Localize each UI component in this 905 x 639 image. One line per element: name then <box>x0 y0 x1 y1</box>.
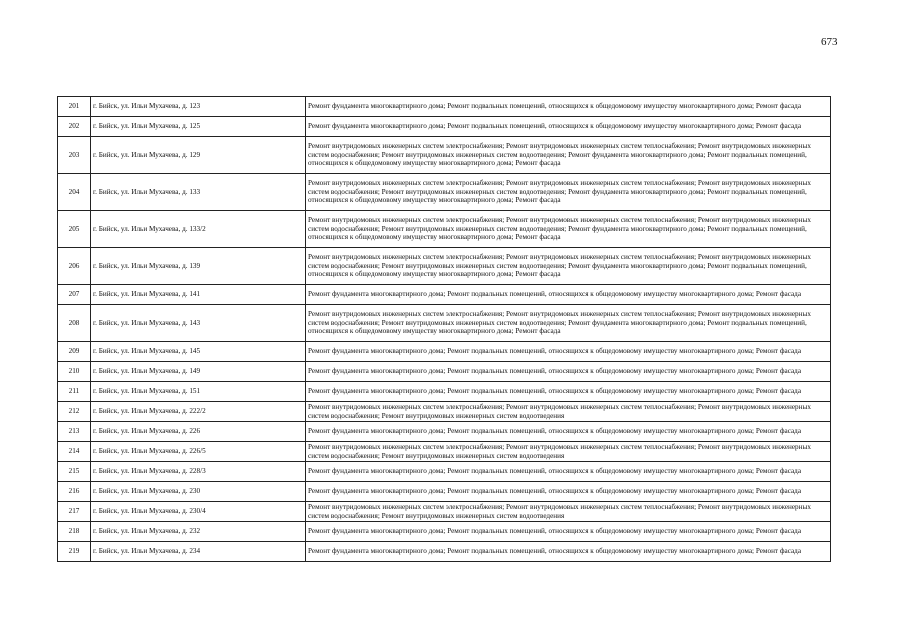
row-address: г. Бийск, ул. Ильи Мухачева, д. 234 <box>91 542 306 562</box>
table-row <box>58 482 831 502</box>
row-works: Ремонт фундамента многоквартирного дома; Ремонт подвальных помещений, относящихся к общедомовому имуществу многоквартирного дома; Ремонт фасада <box>306 382 831 402</box>
row-works: Ремонт внутридомовых инженерных систем электроснабжения; Ремонт внутридомовых инженерных систем теплоснабжения; Ремонт внутридомовых инженерных систем водоснабжения; Ремонт внутридомовых инженерных систем водоотведения <box>306 402 831 422</box>
row-address: г. Бийск, ул. Ильи Мухачева, д. 222/2 <box>91 402 306 422</box>
row-address: г. Бийск, ул. Ильи Мухачева, д. 143 <box>91 305 306 342</box>
row-number: 210 <box>58 362 91 382</box>
row-address: г. Бийск, ул. Ильи Мухачева, д. 133 <box>91 174 306 211</box>
row-address: г. Бийск, ул. Ильи Мухачева, д. 230/4 <box>91 502 306 522</box>
row-number: 205 <box>58 211 91 248</box>
table-row <box>58 422 831 442</box>
table-row <box>58 285 831 305</box>
table-row <box>58 211 831 248</box>
table-row <box>58 402 831 422</box>
table-row <box>58 174 831 211</box>
row-works: Ремонт внутридомовых инженерных систем электроснабжения; Ремонт внутридомовых инженерных систем теплоснабжения; Ремонт внутридомовых инженерных систем водоснабжения; Ремонт внутридомовых инженерных систем водоотведения; Ремонт фундамента многоквартирного дома; Ремонт подвальных помещений, относящихся к общедомовому имуществу многоквартирного дома; Ремонт фасада <box>306 174 831 211</box>
row-number: 212 <box>58 402 91 422</box>
row-address: г. Бийск, ул. Ильи Мухачева, д. 230 <box>91 482 306 502</box>
table-row <box>58 342 831 362</box>
row-number: 211 <box>58 382 91 402</box>
table-row <box>58 382 831 402</box>
row-works: Ремонт внутридомовых инженерных систем электроснабжения; Ремонт внутридомовых инженерных систем теплоснабжения; Ремонт внутридомовых инженерных систем водоснабжения; Ремонт внутридомовых инженерных систем водоотведения; Ремонт фундамента многоквартирного дома; Ремонт подвальных помещений, относящихся к общедомовому имуществу многоквартирного дома; Ремонт фасада <box>306 248 831 285</box>
row-number: 215 <box>58 462 91 482</box>
table-row <box>58 462 831 482</box>
row-address: г. Бийск, ул. Ильи Мухачева, д. 151 <box>91 382 306 402</box>
row-number: 213 <box>58 422 91 442</box>
row-works: Ремонт фундамента многоквартирного дома; Ремонт подвальных помещений, относящихся к общедомовому имуществу многоквартирного дома; Ремонт фасада <box>306 342 831 362</box>
row-works: Ремонт фундамента многоквартирного дома; Ремонт подвальных помещений, относящихся к общедомовому имуществу многоквартирного дома; Ремонт фасада <box>306 97 831 117</box>
housing-repair-table <box>57 96 831 562</box>
row-address: г. Бийск, ул. Ильи Мухачева, д. 226 <box>91 422 306 442</box>
row-number: 219 <box>58 542 91 562</box>
table-row <box>58 502 831 522</box>
table-row <box>58 248 831 285</box>
row-number: 214 <box>58 442 91 462</box>
row-address: г. Бийск, ул. Ильи Мухачева, д. 228/3 <box>91 462 306 482</box>
row-address: г. Бийск, ул. Ильи Мухачева, д. 226/5 <box>91 442 306 462</box>
row-address: г. Бийск, ул. Ильи Мухачева, д. 139 <box>91 248 306 285</box>
page-number: 673 <box>821 36 838 48</box>
row-works: Ремонт фундамента многоквартирного дома; Ремонт подвальных помещений, относящихся к общедомовому имуществу многоквартирного дома; Ремонт фасада <box>306 422 831 442</box>
row-works: Ремонт внутридомовых инженерных систем электроснабжения; Ремонт внутридомовых инженерных систем теплоснабжения; Ремонт внутридомовых инженерных систем водоснабжения; Ремонт внутридомовых инженерных систем водоотведения; Ремонт фундамента многоквартирного дома; Ремонт подвальных помещений, относящихся к общедомовому имуществу многоквартирного дома; Ремонт фасада <box>306 305 831 342</box>
row-address: г. Бийск, ул. Ильи Мухачева, д. 145 <box>91 342 306 362</box>
row-address: г. Бийск, ул. Ильи Мухачева, д. 129 <box>91 137 306 174</box>
row-number: 207 <box>58 285 91 305</box>
row-works: Ремонт фундамента многоквартирного дома; Ремонт подвальных помещений, относящихся к общедомовому имуществу многоквартирного дома; Ремонт фасада <box>306 285 831 305</box>
row-number: 218 <box>58 522 91 542</box>
row-works: Ремонт внутридомовых инженерных систем электроснабжения; Ремонт внутридомовых инженерных систем теплоснабжения; Ремонт внутридомовых инженерных систем водоснабжения; Ремонт внутридомовых инженерных систем водоотведения; Ремонт фундамента многоквартирного дома; Ремонт подвальных помещений, относящихся к общедомовому имуществу многоквартирного дома; Ремонт фасада <box>306 137 831 174</box>
row-address: г. Бийск, ул. Ильи Мухачева, д. 141 <box>91 285 306 305</box>
row-works: Ремонт фундамента многоквартирного дома; Ремонт подвальных помещений, относящихся к общедомовому имуществу многоквартирного дома; Ремонт фасада <box>306 462 831 482</box>
table-row <box>58 542 831 562</box>
table-row <box>58 97 831 117</box>
row-number: 206 <box>58 248 91 285</box>
row-works: Ремонт внутридомовых инженерных систем электроснабжения; Ремонт внутридомовых инженерных систем теплоснабжения; Ремонт внутридомовых инженерных систем водоснабжения; Ремонт внутридомовых инженерных систем водоотведения; Ремонт фундамента многоквартирного дома; Ремонт подвальных помещений, относящихся к общедомовому имуществу многоквартирного дома; Ремонт фасада <box>306 211 831 248</box>
table-row <box>58 305 831 342</box>
table-row <box>58 137 831 174</box>
table-row <box>58 442 831 462</box>
row-works: Ремонт фундамента многоквартирного дома; Ремонт подвальных помещений, относящихся к общедомовому имуществу многоквартирного дома; Ремонт фасада <box>306 482 831 502</box>
row-number: 209 <box>58 342 91 362</box>
row-works: Ремонт внутридомовых инженерных систем электроснабжения; Ремонт внутридомовых инженерных систем теплоснабжения; Ремонт внутридомовых инженерных систем водоснабжения; Ремонт внутридомовых инженерных систем водоотведения <box>306 502 831 522</box>
row-address: г. Бийск, ул. Ильи Мухачева, д. 232 <box>91 522 306 542</box>
row-number: 201 <box>58 97 91 117</box>
table-row <box>58 117 831 137</box>
row-number: 204 <box>58 174 91 211</box>
table-row <box>58 362 831 382</box>
row-address: г. Бийск, ул. Ильи Мухачева, д. 149 <box>91 362 306 382</box>
row-works: Ремонт фундамента многоквартирного дома; Ремонт подвальных помещений, относящихся к общедомовому имуществу многоквартирного дома; Ремонт фасада <box>306 362 831 382</box>
row-number: 202 <box>58 117 91 137</box>
table-row <box>58 522 831 542</box>
row-address: г. Бийск, ул. Ильи Мухачева, д. 123 <box>91 97 306 117</box>
row-number: 208 <box>58 305 91 342</box>
row-address: г. Бийск, ул. Ильи Мухачева, д. 133/2 <box>91 211 306 248</box>
row-number: 203 <box>58 137 91 174</box>
row-number: 217 <box>58 502 91 522</box>
row-address: г. Бийск, ул. Ильи Мухачева, д. 125 <box>91 117 306 137</box>
row-number: 216 <box>58 482 91 502</box>
row-works: Ремонт фундамента многоквартирного дома; Ремонт подвальных помещений, относящихся к общедомовому имуществу многоквартирного дома; Ремонт фасада <box>306 542 831 562</box>
row-works: Ремонт фундамента многоквартирного дома; Ремонт подвальных помещений, относящихся к общедомовому имуществу многоквартирного дома; Ремонт фасада <box>306 522 831 542</box>
row-works: Ремонт фундамента многоквартирного дома; Ремонт подвальных помещений, относящихся к общедомовому имуществу многоквартирного дома; Ремонт фасада <box>306 117 831 137</box>
row-works: Ремонт внутридомовых инженерных систем электроснабжения; Ремонт внутридомовых инженерных систем теплоснабжения; Ремонт внутридомовых инженерных систем водоснабжения; Ремонт внутридомовых инженерных систем водоотведения <box>306 442 831 462</box>
